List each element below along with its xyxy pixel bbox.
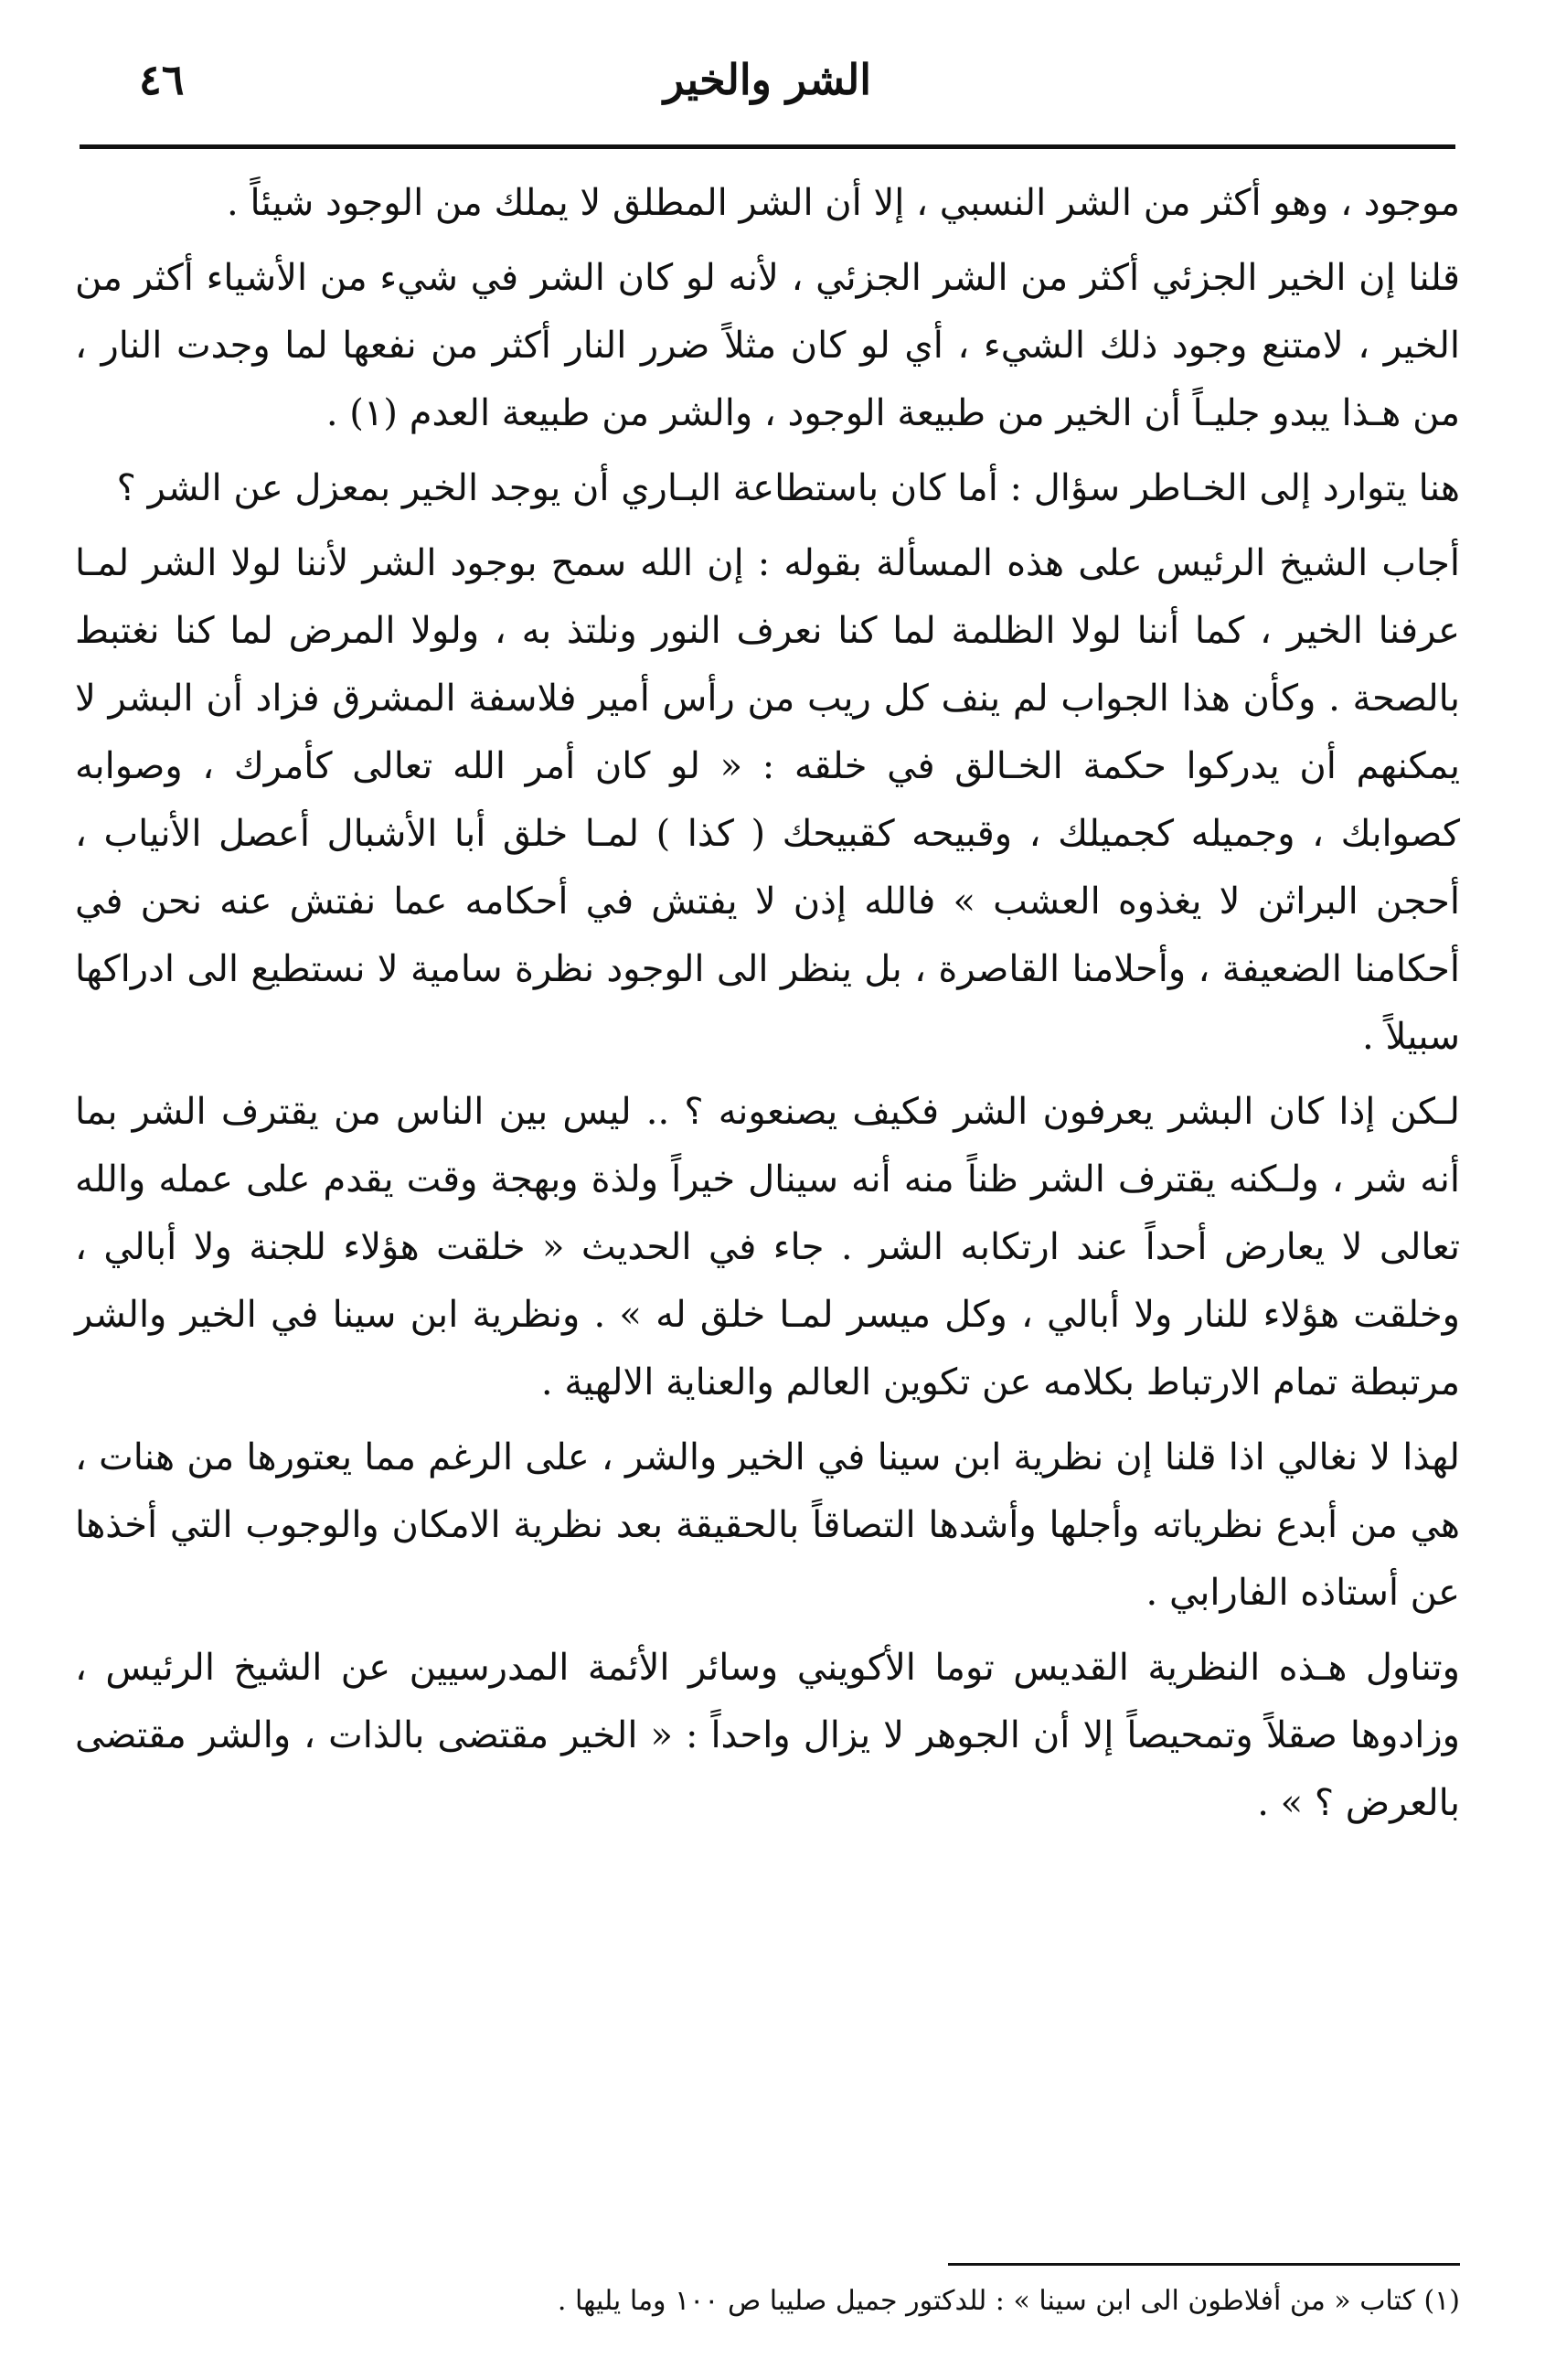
footnote: (١) كتاب « من أفلاطون الى ابن سينا » : للدكتور جميل صليبا ص ١٠٠ وما يليها . <box>557 2285 1460 2317</box>
paragraph: أجاب الشيخ الرئيس على هذه المسألة بقوله : إن الله سمح بوجود الشر لأننا لولا الشر لمـا عرفنا الخير ، كما أننا لولا الظلمة لما كنا نعرف النور ونلتذ به ، ولولا المرض لما كنا نغتبط بالصحة . وكأن هذا الجواب لم ينف كل ريب من رأس أمير فلاسفة المشرق فزاد أن البشر لا يمكنهم أن يدركوا حكمة الخـالق في خلقه : « لو كان أمر الله تعالى كأمرك ، وصوابه كصوابك ، وجميله كجميلك ، وقبيحه كقبيحك ( كذا ) لمـا خلق أبا الأشبال أعصل الأنياب ، أحجن البراثن لا يغذوه العشب » فالله إذن لا يفتش في أحكامه عما نفتش عنه نحن في أحكامنا الضعيفة ، وأحلامنا القاصرة ، بل ينظر الى الوجود نظرة سامية لا نستطيع الى ادراكها سبيلاً . <box>75 542 1460 1058</box>
running-title: الشر والخير <box>663 55 872 104</box>
footnote-rule <box>948 2263 1460 2266</box>
book-page <box>75 46 1460 2350</box>
page-number: ٤٦ <box>139 55 185 104</box>
paragraph: هنا يتوارد إلى الخـاطر سؤال : أما كان باستطاعة البـاري أن يوجد الخير بمعزل عن الشر ؟ <box>116 467 1460 509</box>
paragraph: لهذا لا نغالي اذا قلنا إن نظرية ابن سينا في الخير والشر ، على الرغم مما يعتورها من هنات ، هي من أبدع نظرياته وأجلها وأشدها التصاقاً بالحقيقة بعد نظرية الامكان والوجوب التي أخذها عن أستاذه الفارابي . <box>75 1436 1460 1614</box>
paragraph: لـكن إذا كان البشر يعرفون الشر فكيف يصنعونه ؟ .. ليس بين الناس من يقترف الشر بما أنه شر ، ولـكنه يقترف الشر ظناً منه أنه سينال خيراً ولذة وبهجة وقت يقدم على عمله والله تعالى لا يعارض أحداً عند ارتكابه الشر . جاء في الحديث « خلقت هؤلاء للجنة ولا أبالي ، وخلقت هؤلاء للنار ولا أبالي ، وكل ميسر لمـا خلق له » . ونظرية ابن سينا في الخير والشر مرتبطة تمام الارتباط بكلامه عن تكوين العالم والعناية الالهية . <box>75 1091 1461 1403</box>
paragraph: موجود ، وهو أكثر من الشر النسبي ، إلا أن الشر المطلق لا يملك من الوجود شيئاً . <box>227 182 1460 224</box>
page-header <box>75 46 1460 128</box>
header-rule <box>80 144 1455 149</box>
paragraph: قلنا إن الخير الجزئي أكثر من الشر الجزئي ، لأنه لو كان الشر في شيء من الأشياء أكثر من الخير ، لامتنع وجود ذلك الشيء ، أي لو كان مثلاً ضرر النار أكثر من نفعها لما وجدت النار ، من هـذا يبدو جليـاً أن الخير من طبيعة الوجود ، والشر من طبيعة العدم (١) . <box>75 257 1460 434</box>
body-text <box>75 169 1460 1844</box>
paragraph: وتناول هـذه النظرية القديس توما الأكويني وسائر الأئمة المدرسيين عن الشيخ الرئيس ، وزادوها صقلاً وتمحيصاً إلا أن الجوهر لا يزال واحداً : « الخير مقتضى بالذات ، والشر مقتضى بالعرض ؟ » . <box>75 1647 1460 1824</box>
